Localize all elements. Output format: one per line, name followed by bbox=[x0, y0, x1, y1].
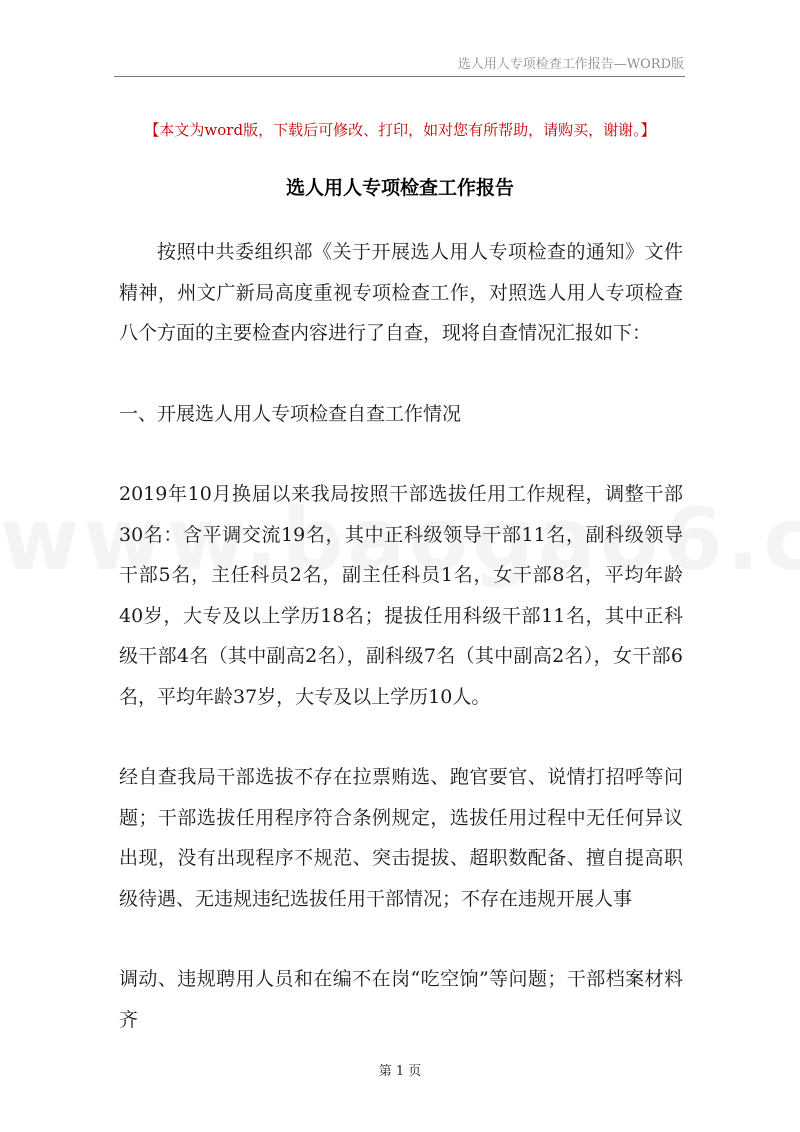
continuation-paragraph: 调动、违规聘用人员和在编不在岗“吃空饷”等问题；干部档案材料齐 bbox=[119, 968, 683, 1031]
document-title: 选人用人专项检查工作报告 bbox=[285, 177, 514, 199]
page-number: 第 1 页 bbox=[378, 1064, 422, 1079]
document-body bbox=[119, 232, 683, 1040]
section-heading: 一、开展选人用人专项检查自查工作情况 bbox=[119, 402, 462, 425]
statistics-paragraph: 2019年10月换届以来我局按照干部选拔任用工作规程，调整干部30名：含平调交流19名，其中正科级领导干部11名，副科级领导干部5名，主任科员2名，副主任科员1名，女干部8名，平均年龄40岁，大专及以上学历18名；提拔任用科级干部11名，其中正科级干部4名（其中副高2名），副科级7名（其中副高2名），女干部6名，平均年龄37岁，大专及以上学历10人。 bbox=[119, 483, 683, 708]
paragraph-spacer bbox=[119, 434, 683, 474]
header-divider bbox=[114, 76, 685, 77]
intro-paragraph: 按照中共委组织部《关于开展选人用人专项检查的通知》文件精神，州文广新局高度重视专项检查工作，对照选人用人专项检查八个方面的主要检查内容进行了自查，现将自查情况汇报如下： bbox=[119, 241, 683, 344]
paragraph-spacer bbox=[119, 919, 683, 959]
self-check-paragraph: 经自查我局干部选拔不存在拉票贿选、跑官要官、说情打招呼等问题；干部选拔任用程序符合条例规定，选拔任用过程中无任何异议出现，没有出现程序不规范、突击提拔、超职数配备、擅自提高职级待遇、无违规违纪选拔任用干部情况；不存在违规开展人事 bbox=[119, 766, 683, 910]
running-header: 选人用人专项检查工作报告—WORD版 bbox=[457, 57, 684, 72]
paragraph-spacer bbox=[119, 717, 683, 757]
paragraph-spacer bbox=[119, 354, 683, 394]
download-notice: 【本文为word版，下载后可修改、打印，如对您有所帮助，请购买，谢谢。】 bbox=[144, 121, 656, 139]
